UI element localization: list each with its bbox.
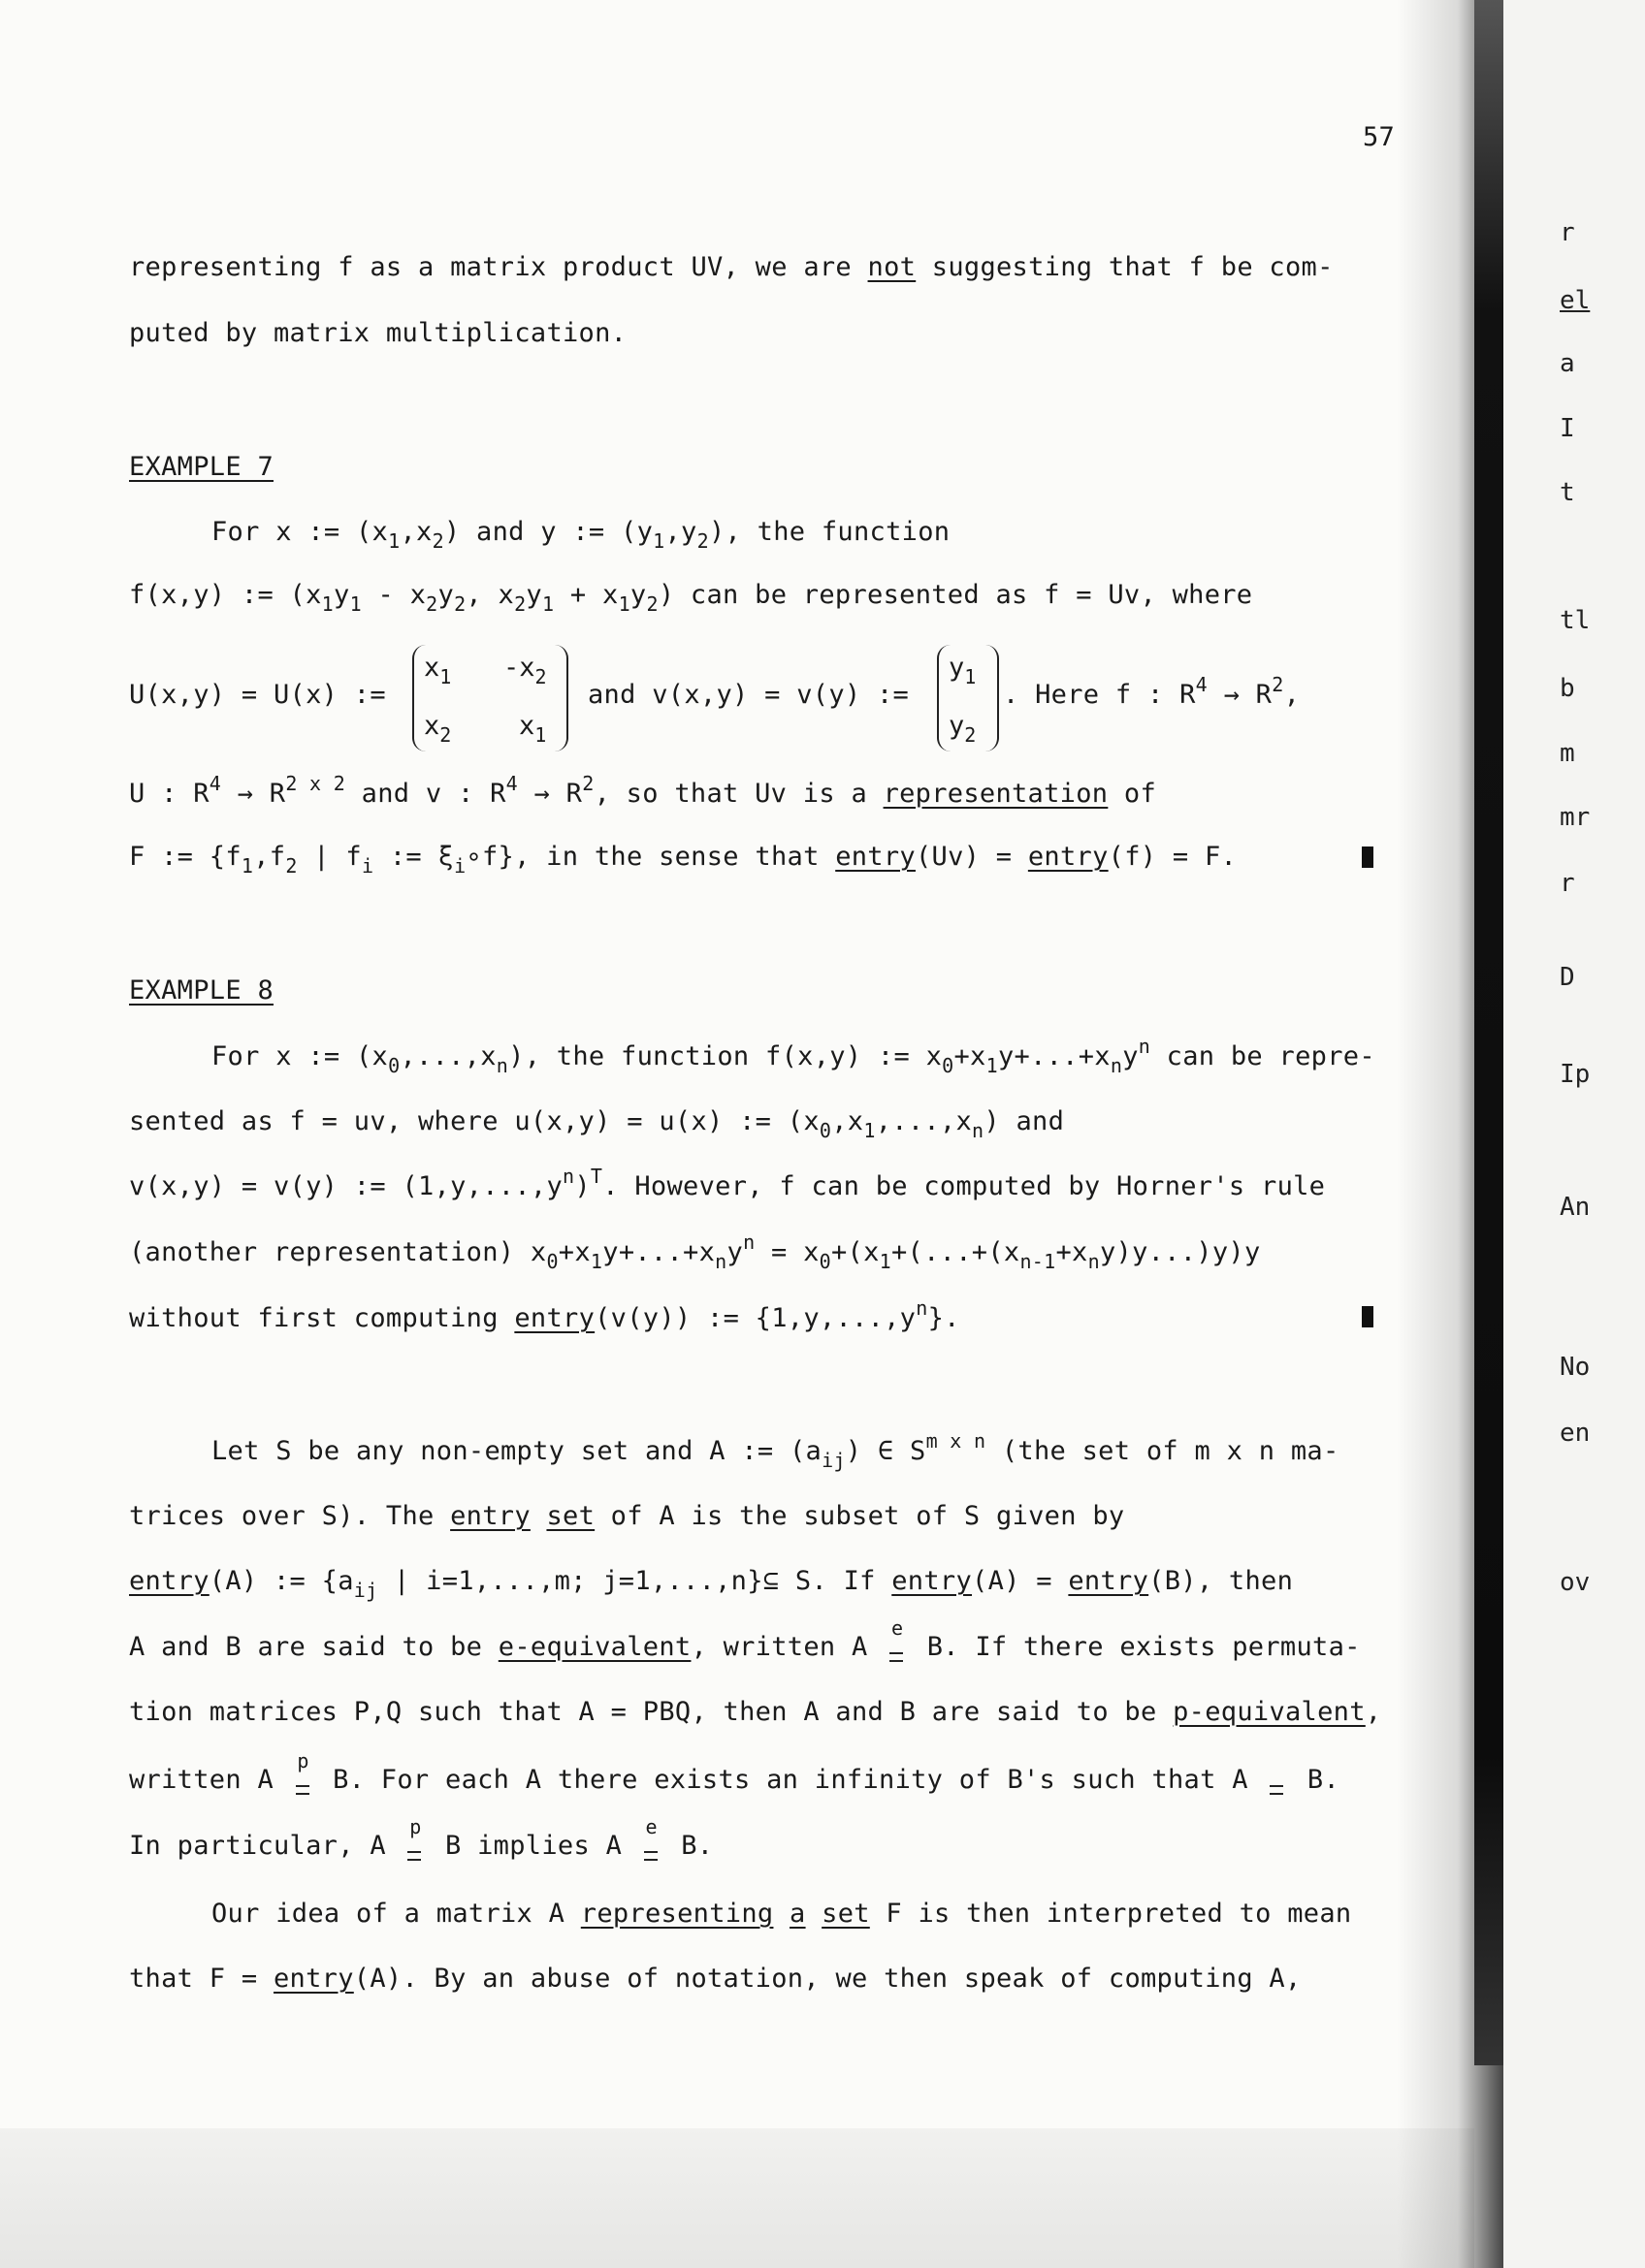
facing-fragment: I: [1560, 414, 1575, 443]
matrix-U: $x_1$ $-x_2$ $x_2$ $x_1$: [412, 645, 568, 751]
binding-gutter: [1474, 0, 1503, 2065]
facing-page: [1503, 0, 1645, 2268]
qed-mark: [1362, 1306, 1373, 1327]
facing-fragment: tl: [1560, 606, 1591, 635]
text-line: without first computing entry(v(y)) := $\{1,y,...,y^n\}$.: [129, 1296, 960, 1333]
e-equivalence-symbol: e: [884, 1634, 911, 1660]
text-line: For x := $(x_0,...,x_n)$, the function f(x,y) := $x_0+x_1y+...+x_ny^n$ can be repre-: [211, 1035, 1375, 1077]
facing-fragment: t: [1560, 478, 1575, 507]
facing-fragment: el: [1560, 286, 1591, 315]
facing-fragment: ov: [1560, 1568, 1591, 1597]
text-line: puted by matrix multiplication.: [129, 318, 628, 348]
text-line: Our idea of a matrix A representing a set F is then interpreted to mean: [211, 1899, 1352, 1929]
text-line: For x := $(x_1,x_2)$ and y := $(y_1,y_2)$, the function: [211, 517, 951, 553]
p-equivalence-symbol: p: [402, 1833, 429, 1859]
text-line: that F = entry(A). By an abuse of notation, we then speak of computing A,: [129, 1964, 1302, 1994]
facing-fragment: An: [1560, 1193, 1591, 1222]
text-line: (another representation) $x_0+x_1y+...+x_ny^n = x_0+(x_1+(...+(x_{n-1}+x_ny)y...)y)y$: [129, 1230, 1261, 1273]
facing-fragment: b: [1560, 674, 1575, 703]
text-line: U : $R^4 \to R^{2 x 2}$ and v : $R^4 \to R^2$, so that Uv is a representation of: [129, 772, 1157, 809]
text-line: tion matrices P,Q such that A = PBQ, then A and B are said to be p-equivalent,: [129, 1697, 1382, 1727]
text-line: and v(x,y) = v(y) :=: [588, 680, 910, 710]
text-line: representing f as a matrix product UV, we are not suggesting that f be com-: [129, 252, 1334, 282]
text-line: In particular, A p B implies A e B.: [129, 1815, 714, 1861]
equivalence-symbol: [1264, 1767, 1291, 1793]
facing-fragment: en: [1560, 1419, 1591, 1448]
facing-fragment: r: [1560, 218, 1575, 247]
facing-fragment: No: [1560, 1353, 1591, 1382]
text-line: Let S be any non-empty set and A := $(a_{ij})$ ∈ $S^{m x n}$ (the set of m x n ma-: [211, 1429, 1339, 1472]
example-7-heading: EXAMPLE 7: [129, 452, 274, 482]
text-line: sented as f = uv, where u(x,y) = u(x) := $(x_0,x_1,...,x_n)$ and: [129, 1106, 1065, 1142]
text-line: A and B are said to be e-equivalent, written A e B. If there exists permuta-: [129, 1616, 1361, 1662]
facing-fragment: r: [1560, 869, 1575, 898]
text-line: v(x,y) = v(y) := $(1,y,...,y^n)^T$. However, f can be computed by Horner's rule: [129, 1165, 1326, 1201]
facing-fragment: D: [1560, 963, 1575, 992]
facing-fragment: mr: [1560, 803, 1591, 832]
scan-bottom-edge: [0, 2128, 1474, 2268]
facing-fragment: Ip: [1560, 1060, 1591, 1089]
text-line: F := {$f_1,f_2$ | $f_i$ := $\xi_i\circ f$}, in the sense that entry(Uv) = entry(f) = F.: [129, 842, 1238, 878]
text-line: trices over S). The entry set of A is the subset of S given by: [129, 1501, 1125, 1531]
example-8-heading: EXAMPLE 8: [129, 975, 274, 1006]
facing-fragment: a: [1560, 349, 1575, 378]
text-line: f(x,y) := ($x_1y_1 - x_2y_2$, $x_2y_1 + x_1y_2$) can be represented as f = Uv, where: [129, 580, 1253, 616]
facing-fragment: m: [1560, 739, 1575, 768]
text-line: U(x,y) = U(x) :=: [129, 680, 386, 710]
text-line: entry(A) := {$a_{ij}$ | i=1,...,m; j=1,...,n}⊆ S. If entry(A) = entry(B), then: [129, 1566, 1294, 1602]
page-number: 57: [1363, 122, 1396, 152]
qed-mark: [1362, 847, 1373, 868]
matrix-v: $y_1$ $y_2$: [937, 645, 999, 751]
text-line: . Here f : $R^4 \to R^2$,: [1003, 673, 1301, 710]
text-line: written A p B. For each A there exists an infinity of B's such that A B.: [129, 1749, 1340, 1795]
p-equivalence-symbol: p: [290, 1767, 317, 1793]
e-equivalence-symbol: e: [638, 1833, 665, 1859]
